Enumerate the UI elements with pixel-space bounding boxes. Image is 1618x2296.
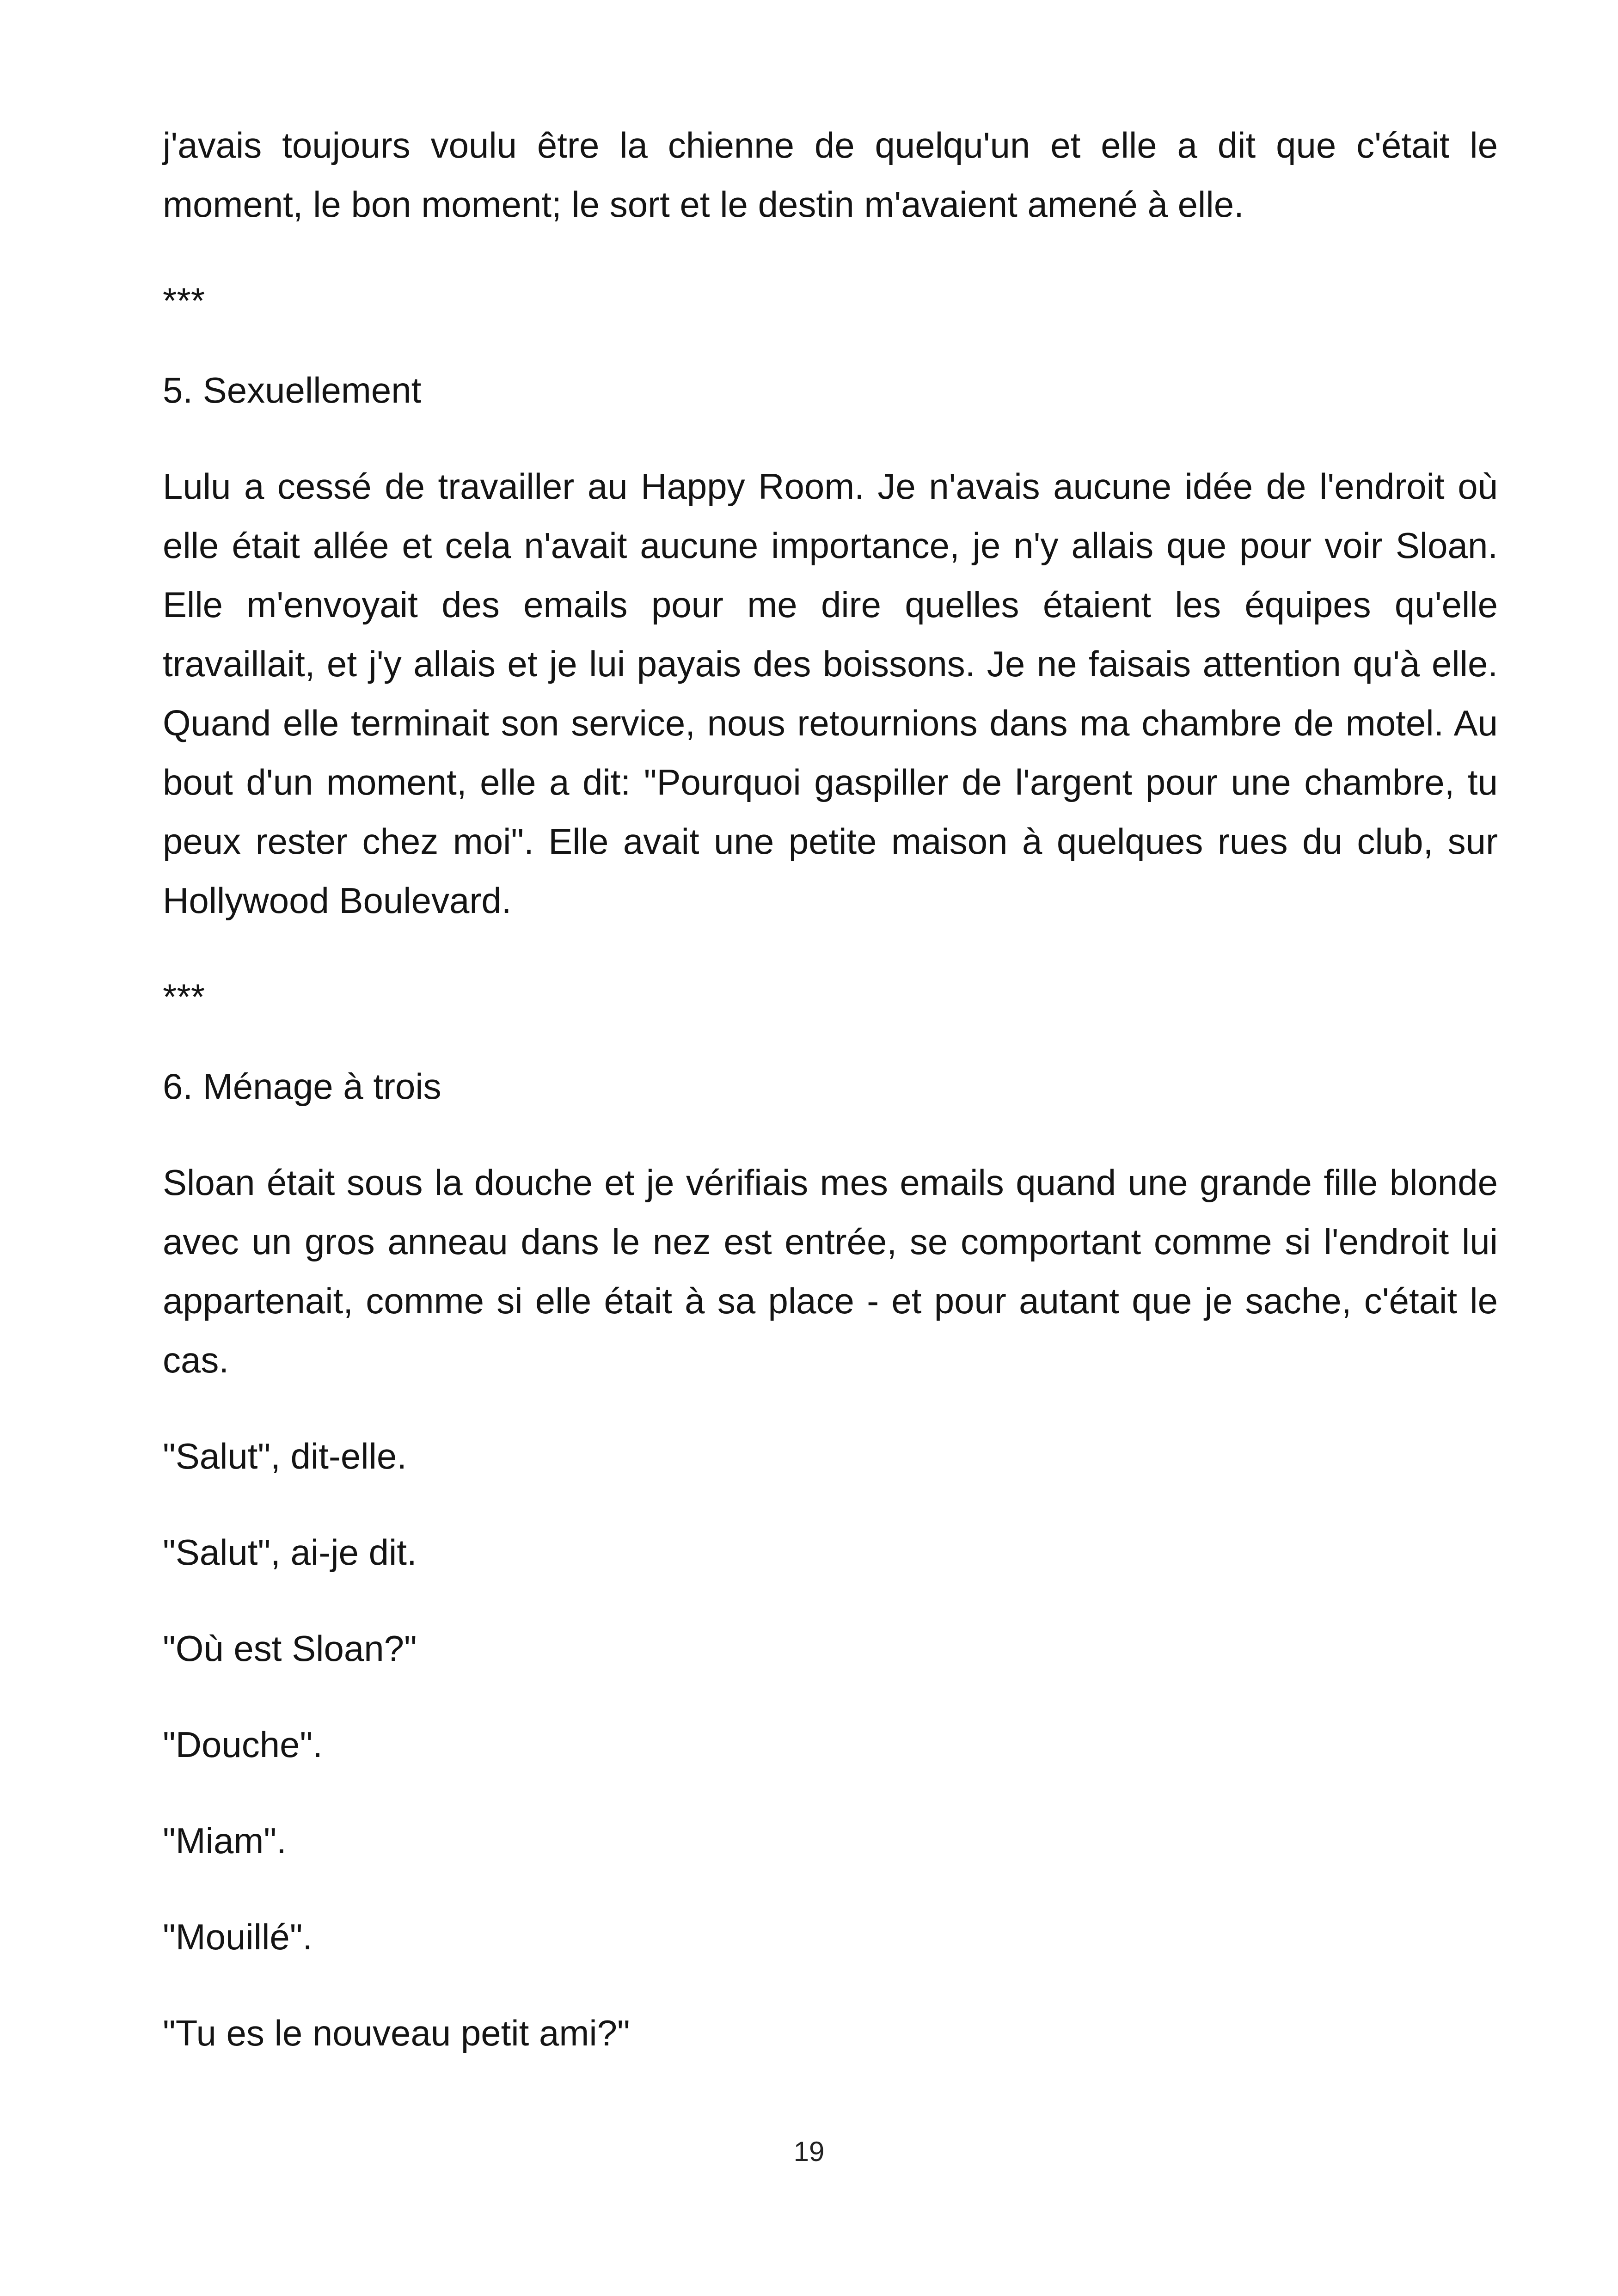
paragraph-lulu: Lulu a cessé de travailler au Happy Room. Je n'avais aucune idée de l'endroit où elle était allée et cela n'avait aucune importance, je n'y allais que pour voir Sloan. Elle m'envoyait des emails pour me dire quelles étaient les équipes qu'elle travaillait, et j'y allais et je lui payais des boissons. Je ne faisais attention qu'à elle. Quand elle terminait son service, nous retournions dans ma chambre de motel. Au bout d'un moment, elle a dit: "Pourquoi gaspiller de l'argent pour une chambre, tu peux rester chez moi". Elle avait une petite maison à quelques rues du club, sur Hollywood Boulevard. [163, 466, 1498, 921]
dialogue-line: "Salut", ai-je dit. [163, 1532, 417, 1573]
dialogue-line: "Miam". [163, 1820, 287, 1861]
paragraph-continuation: j'avais toujours voulu être la chienne de quelqu'un et elle a dit que c'était le moment, le bon moment; le sort et le destin m'avaient amené à elle. [163, 125, 1498, 225]
dialogue-line: "Salut", dit-elle. [163, 1436, 407, 1476]
page-body [163, 116, 1498, 2063]
section-heading-6: 6. Ménage à trois [163, 1066, 441, 1107]
dialogue-line: "Tu es le nouveau petit ami?" [163, 2013, 630, 2053]
page-number: 19 [793, 2136, 825, 2167]
section-separator: *** [163, 976, 205, 1017]
dialogue-line: "Douche". [163, 1724, 323, 1765]
paragraph-sloan: Sloan était sous la douche et je vérifiais mes emails quand une grande fille blonde avec un gros anneau dans le nez est entrée, se comportant comme si l'endroit lui appartenait, comme si elle était à sa place - et pour autant que je sache, c'était le cas. [163, 1162, 1498, 1380]
dialogue-line: "Où est Sloan?" [163, 1628, 417, 1669]
section-separator: *** [163, 280, 205, 321]
section-heading-5: 5. Sexuellement [163, 370, 422, 410]
dialogue-line: "Mouillé". [163, 1916, 313, 1957]
